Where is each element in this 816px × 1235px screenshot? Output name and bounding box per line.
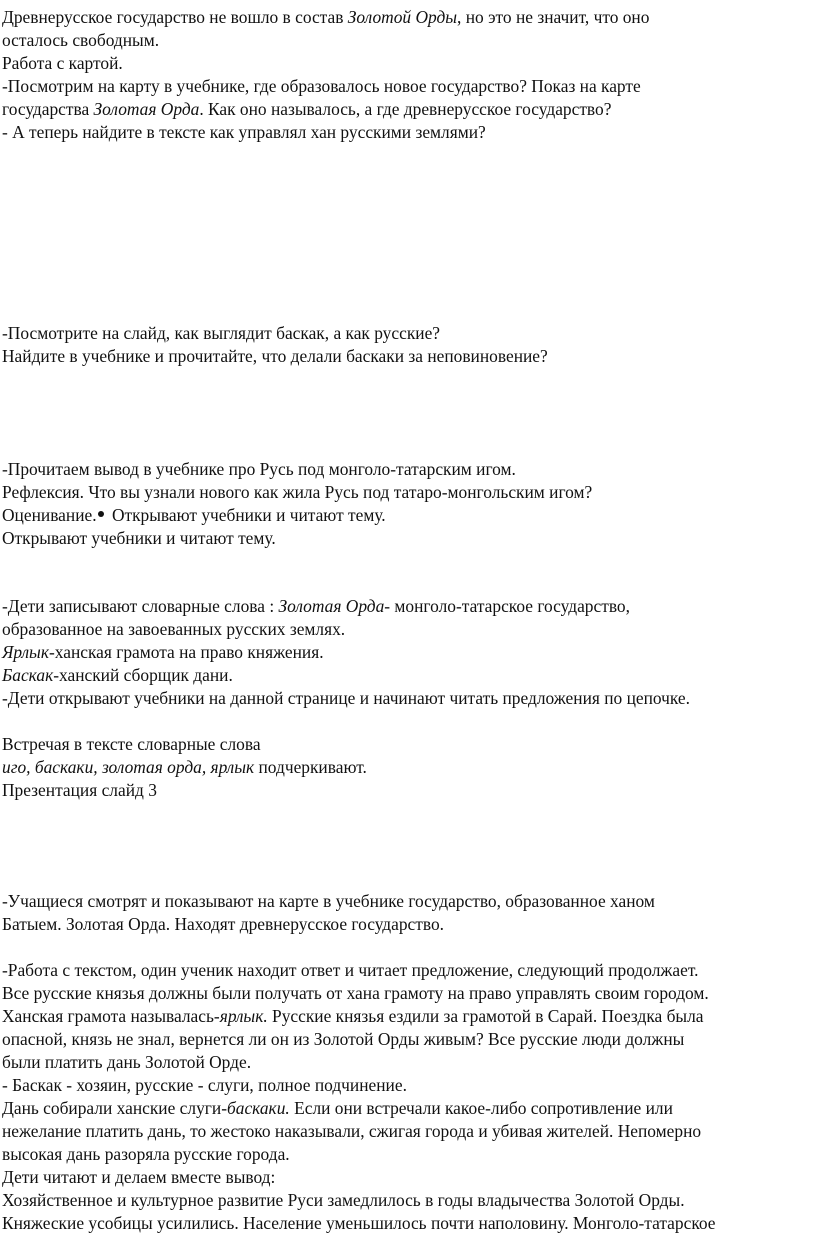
text-line: Ярлык-ханская грамота на право княжения. [2, 642, 324, 662]
text-line: иго, баскаки, золотая орда, ярлык подчеркивают. [2, 757, 367, 777]
text-line: Дань собирали ханские слуги-баскаки. Если они встречали какое-либо сопротивление или [2, 1098, 673, 1118]
text-line: были платить дань Золотой Орде. [2, 1052, 252, 1072]
text-line: Найдите в учебнике и прочитайте, что делали баскаки за неповиновение? [2, 346, 548, 366]
text-line: -Дети записывают словарные слова : Золотая Орда- монголо-татарское государство, [2, 596, 630, 616]
text-line: Дети читают и делаем вместе вывод: [2, 1167, 276, 1187]
text-line: образованное на завоеванных русских землях. [2, 619, 346, 639]
text-line: Встречая в тексте словарные слова [2, 734, 261, 754]
text-line: -Посмотрим на карту в учебнике, где образовалось новое государство? Показ на карте [2, 76, 641, 96]
text-line: Все русские князья должны были получать от хана грамоту на право управлять своим городом. [2, 983, 709, 1003]
text-line: Открывают учебники и читают тему. [2, 528, 276, 548]
text-line: -Прочитаем вывод в учебнике про Русь под монголо-татарским игом. [2, 459, 516, 479]
text-line: Оценивание. Открывают учебники и читают тему. [2, 505, 386, 525]
text-line: Рефлексия. Что вы узнали нового как жила Русь под татаро-монгольским игом? [2, 482, 593, 502]
text-line: Хозяйственное и культурное развитие Руси замедлилось в годы владычества Золотой Орды. [2, 1190, 685, 1210]
section-heading-map-work: Работа с картой. [2, 53, 123, 73]
text-line: -Учащиеся смотрят и показывают на карте в учебнике государство, образованное ханом [2, 891, 655, 911]
text-line: -Дети открывают учебники на данной странице и начинают читать предложения по цепочке. [2, 688, 690, 708]
text-line: Презентация слайд 3 [2, 780, 157, 800]
text-line: Княжеские усобицы усилились. Население уменьшилось почти наполовину. Монголо-татарское [2, 1213, 716, 1233]
bullet-icon [98, 511, 104, 517]
text-line: осталось свободным. [2, 30, 160, 50]
text-line: Батыем. Золотая Орда. Находят древнерусское государство. [2, 914, 445, 934]
text-line: - А теперь найдите в тексте как управлял хан русскими землями? [2, 122, 486, 142]
text-line: -Посмотрите на слайд, как выглядит баскак, а как русские? [2, 323, 441, 343]
text-line: опасной, князь не знал, вернется ли он из Золотой Орды живым? Все русские люди должны [2, 1029, 685, 1049]
text-line: нежелание платить дань, то жестоко наказывали, сжигая города и убивая жителей. Непомерно [2, 1121, 702, 1141]
text-line: - Баскак - хозяин, русские - слуги, полное подчинение. [2, 1075, 407, 1095]
text-line: государства Золотая Орда. Как оно называлось, а где древнерусское государство? [2, 99, 612, 119]
text-line: Баскак-ханский сборщик дани. [2, 665, 233, 685]
text-line: Ханская грамота называлась-ярлык. Русские князья ездили за грамотой в Сарай. Поездка была [2, 1006, 704, 1026]
text-line: -Работа с текстом, один ученик находит ответ и читает предложение, следующий продолжает. [2, 960, 699, 980]
text-line: Древнерусское государство не вошло в состав Золотой Орды, но это не значит, что оно [2, 7, 650, 27]
text-line: высокая дань разоряла русские города. [2, 1144, 290, 1164]
